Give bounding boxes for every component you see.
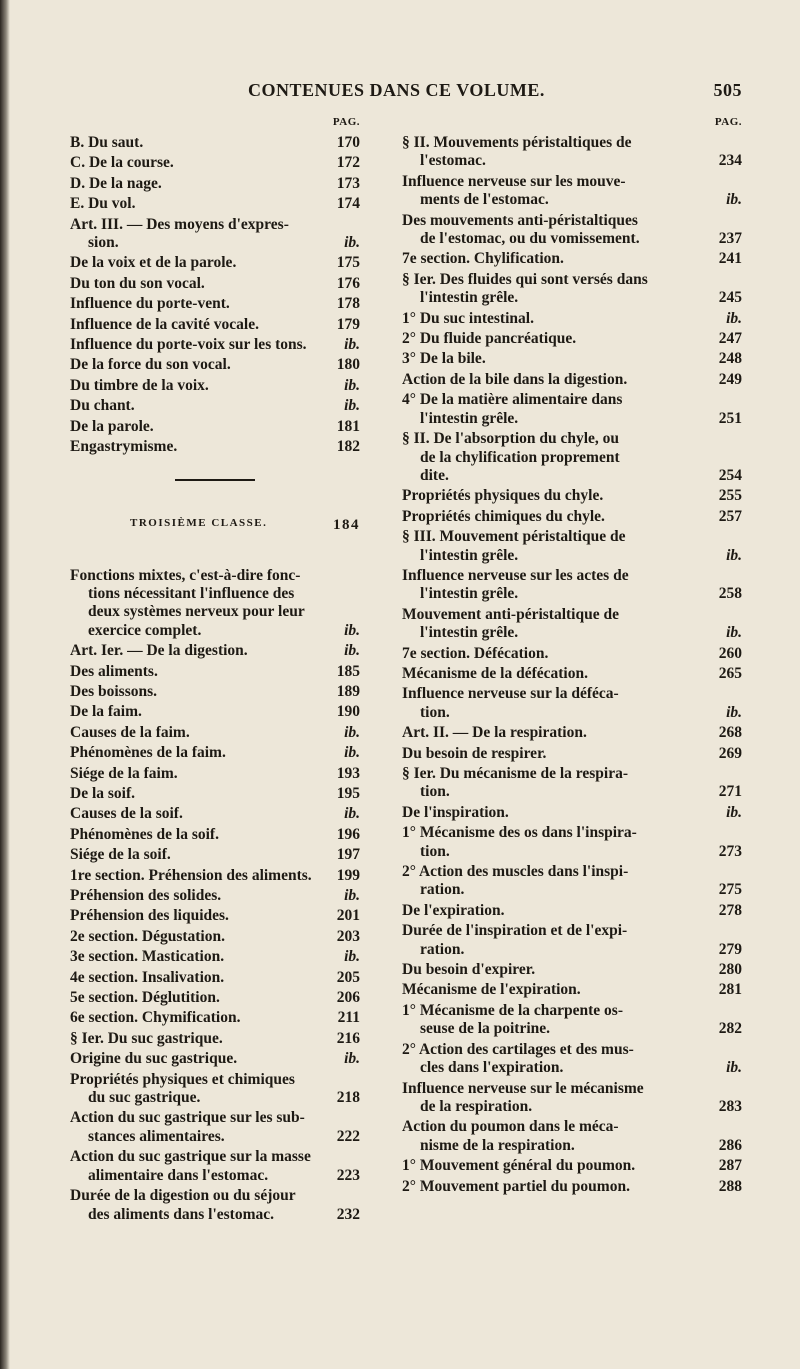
toc-entry (402, 863, 742, 900)
toc-entry-line: Fonctions mixtes, c'est-à-dire fonc- (70, 566, 301, 584)
toc-entry (402, 922, 742, 959)
header-title: CONTENUES DANS CE VOLUME. (248, 80, 545, 100)
toc-entry-line: Influence du porte-voix sur les tons. (70, 336, 307, 354)
toc-entry (402, 567, 742, 604)
toc-entry (402, 824, 742, 861)
toc-entry-page: 201 (336, 907, 360, 925)
toc-entry-line: Siége de la soif. (70, 846, 171, 864)
toc-entry-line: Propriétés physiques et chimiques (70, 1070, 295, 1088)
toc-entry (70, 805, 360, 823)
toc-entry-line: Des mouvements anti-péristaltiques (402, 211, 638, 229)
toc-entry (70, 765, 360, 783)
toc-entry-line: De la force du son vocal. (70, 356, 231, 374)
toc-entry (402, 371, 742, 389)
class-heading (70, 517, 360, 537)
toc-entry-line: Influence du porte-vent. (70, 295, 230, 313)
toc-entry (70, 154, 360, 172)
page-edge-shadow (0, 0, 10, 1369)
toc-entry-line: 1° Du suc intestinal. (402, 309, 534, 327)
toc-entry-line: § Ier. Du suc gastrique. (70, 1029, 223, 1047)
toc-entry (70, 275, 360, 293)
toc-entry-page: 216 (336, 1029, 360, 1047)
toc-entry-line: Causes de la soif. (70, 805, 183, 823)
toc-entry-page: 232 (336, 1205, 360, 1223)
toc-entry-line: Origine du suc gastrique. (70, 1050, 238, 1068)
toc-entry (70, 356, 360, 374)
toc-entry-line: Influence nerveuse sur les mouve- (402, 172, 626, 190)
toc-entry-line: 1re section. Préhension des aliments. (70, 866, 312, 884)
toc-entry-page: ib. (726, 624, 742, 642)
toc-entry (402, 765, 742, 802)
toc-entry-page: 282 (718, 1020, 742, 1038)
toc-entry-line: ration. (420, 940, 465, 958)
toc-entry-line: de la chylification proprement (420, 448, 620, 466)
toc-entry-page: 211 (337, 1009, 360, 1027)
toc-entry-line: 2° Mouvement partiel du poumon. (402, 1177, 630, 1195)
toc-entry (70, 336, 360, 354)
toc-entry (70, 1109, 360, 1146)
toc-entry-page: 170 (336, 134, 360, 151)
toc-entry-page: 178 (336, 295, 360, 313)
toc-entry-page: 257 (718, 507, 742, 525)
toc-entry-line: 3° De la bile. (402, 350, 486, 368)
toc-entry-page: 245 (718, 289, 742, 307)
toc-entry (402, 508, 742, 526)
toc-entry-line: des aliments dans l'estomac. (88, 1205, 274, 1223)
toc-entry-page: 175 (336, 254, 360, 272)
toc-entry-line: Des aliments. (70, 662, 158, 680)
toc-entry (402, 981, 742, 999)
toc-entry (402, 310, 742, 328)
toc-entry-line: seuse de la poitrine. (420, 1020, 551, 1038)
toc-entry-line: B. Du saut. (70, 134, 144, 151)
toc-entry-page: 199 (336, 866, 360, 884)
toc-entry (70, 867, 360, 885)
toc-entry-page: ib. (344, 805, 360, 823)
toc-entry-line: E. Du vol. (70, 195, 136, 213)
toc-entry-page: 281 (718, 981, 742, 999)
toc-entry-line: Préhension des solides. (70, 887, 222, 904)
toc-entry (402, 1080, 742, 1117)
toc-entry (402, 665, 742, 683)
toc-entry (402, 1118, 742, 1155)
toc-entry-line: tions nécessitant l'influence des (88, 584, 295, 602)
toc-entry (70, 377, 360, 395)
toc-entry-page: ib. (344, 887, 360, 904)
toc-entry (70, 887, 360, 905)
toc-entry-line: 2° Action des muscles dans l'inspi- (402, 863, 629, 881)
toc-entry-line: De la soif. (70, 784, 136, 802)
toc-entry-line: Du besoin de respirer. (402, 744, 547, 762)
toc-entry-page: ib. (344, 376, 360, 394)
toc-entry-page: ib. (344, 948, 360, 966)
toc-entry-page: 172 (336, 154, 360, 172)
toc-entry-page: 205 (336, 968, 360, 986)
toc-entry-line: Action du suc gastrique sur la masse (70, 1148, 311, 1166)
toc-entry-page: 196 (336, 825, 360, 843)
toc-entry-page: ib. (344, 1050, 360, 1068)
toc-entry (402, 1178, 742, 1196)
toc-entry-line: tion. (420, 842, 450, 860)
toc-entry (70, 316, 360, 334)
toc-list-left-1 (70, 134, 360, 457)
toc-entry-page: 269 (718, 744, 742, 762)
toc-entry (402, 487, 742, 505)
toc-entry-line: l'intestin grêle. (420, 546, 519, 564)
toc-entry-line: 6e section. Chymification. (70, 1009, 241, 1027)
toc-entry-line: l'intestin grêle. (420, 585, 519, 603)
right-column (402, 116, 742, 1198)
toc-entry-page: 176 (336, 274, 360, 292)
toc-entry-line: Propriétés chimiques du chyle. (402, 507, 605, 525)
toc-entry (402, 804, 742, 822)
toc-entry-line: 2° Du fluide pancréatique. (402, 330, 577, 348)
toc-entry-line: Phénomènes de la faim. (70, 744, 226, 762)
toc-entry-line: cles dans l'expiration. (420, 1059, 564, 1077)
toc-entry-line: du suc gastrique. (88, 1089, 201, 1107)
toc-entry-line: § III. Mouvement péristaltique de (402, 528, 626, 546)
toc-entry (70, 683, 360, 701)
toc-entry-line: l'intestin grêle. (420, 409, 519, 427)
toc-entry (70, 195, 360, 213)
toc-entry-page: 237 (718, 230, 742, 248)
toc-entry-line: Action de la bile dans la digestion. (402, 370, 628, 388)
toc-entry-line: § II. De l'absorption du chyle, ou (402, 430, 620, 448)
toc-entry-line: Durée de l'inspiration et de l'expi- (402, 922, 628, 940)
toc-entry-page: ib. (344, 234, 360, 252)
toc-entry-page: 179 (336, 315, 360, 333)
toc-entry-page: ib. (344, 723, 360, 741)
toc-entry (402, 685, 742, 722)
toc-entry (402, 430, 742, 485)
toc-entry-line: Propriétés physiques du chyle. (402, 487, 604, 505)
toc-list-left-2 (70, 567, 360, 1224)
toc-entry (402, 1157, 742, 1175)
toc-entry (70, 907, 360, 925)
toc-entry-line: Durée de la digestion ou du séjour (70, 1187, 296, 1205)
toc-entry-page: 193 (336, 764, 360, 782)
toc-entry-page: 180 (336, 356, 360, 374)
toc-entry-line: Influence nerveuse sur les actes de (402, 566, 629, 584)
toc-entry (402, 745, 742, 763)
toc-entry-page: 271 (718, 783, 742, 801)
toc-entry-page: 251 (718, 409, 742, 427)
toc-entry-line: Art. II. — De la respiration. (402, 724, 587, 742)
toc-entry (70, 785, 360, 803)
toc-entry-line: deux systèmes nerveux pour leur (88, 603, 305, 621)
toc-entry-line: 1° Mécanisme de la charpente os- (402, 1001, 624, 1019)
toc-entry-line: Mécanisme de la défécation. (402, 664, 588, 682)
toc-entry-line: Mécanisme de l'expiration. (402, 981, 581, 999)
toc-entry-page: ib. (726, 546, 742, 564)
toc-entry-page: 278 (718, 901, 742, 919)
toc-entry-page: 260 (718, 644, 742, 662)
toc-entry-line: sion. (88, 234, 119, 252)
toc-entry-line: Influence de la cavité vocale. (70, 315, 259, 333)
toc-entry-page: ib. (344, 642, 360, 660)
toc-entry-line: De la faim. (70, 703, 142, 721)
toc-entry-page: 286 (718, 1136, 742, 1154)
toc-entry (70, 1030, 360, 1048)
toc-entry-line: tion. (420, 783, 450, 801)
toc-entry-line: Du besoin d'expirer. (402, 961, 536, 979)
toc-entry-line: de l'estomac, ou du vomissement. (420, 230, 640, 248)
toc-entry-line: 7e section. Défécation. (402, 644, 549, 662)
toc-entry-page: 197 (336, 846, 360, 864)
toc-entry-page: 255 (718, 487, 742, 505)
toc-entry (70, 663, 360, 681)
toc-entry (402, 173, 742, 210)
toc-entry (402, 350, 742, 368)
toc-entry (70, 175, 360, 193)
toc-entry-page: ib. (344, 336, 360, 354)
toc-entry (402, 1041, 742, 1078)
toc-entry (70, 1050, 360, 1068)
toc-entry-page: ib. (726, 309, 742, 327)
toc-entry-line: Préhension des liquides. (70, 907, 229, 925)
toc-entry-line: Du ton du son vocal. (70, 274, 205, 292)
toc-entry-line: Siége de la faim. (70, 764, 178, 782)
left-column (70, 116, 360, 1226)
toc-entry-page: 258 (718, 585, 742, 603)
toc-entry (402, 134, 742, 171)
toc-entry-line: C. De la course. (70, 154, 174, 172)
toc-entry-page: 174 (336, 195, 360, 213)
toc-entry-line: Du chant. (70, 397, 135, 415)
toc-entry (402, 528, 742, 565)
toc-entry (70, 254, 360, 272)
toc-entry-page: 234 (718, 152, 742, 170)
toc-entry-page: 280 (718, 961, 742, 979)
toc-entry-page: 173 (336, 174, 360, 192)
toc-entry-page: 185 (336, 662, 360, 680)
toc-entry (402, 271, 742, 308)
toc-entry-page: ib. (726, 703, 742, 721)
toc-entry-line: 4° De la matière alimentaire dans (402, 391, 623, 409)
toc-entry (402, 961, 742, 979)
toc-entry (402, 645, 742, 663)
toc-entry-line: Action du poumon dans le méca- (402, 1118, 619, 1136)
toc-entry (70, 1071, 360, 1108)
toc-entry-line: Influence nerveuse sur le mécanisme (402, 1079, 644, 1097)
toc-entry-line: dite. (420, 466, 449, 484)
toc-entry-line: l'intestin grêle. (420, 624, 519, 642)
pag-label-left: PAG. (332, 116, 360, 128)
toc-entry (70, 418, 360, 436)
toc-entry-line: De l'expiration. (402, 901, 505, 919)
toc-entry-line: l'estomac. (420, 152, 486, 170)
toc-entry (402, 606, 742, 643)
toc-entry-line: Art. Ier. — De la digestion. (70, 642, 248, 660)
toc-entry-page: 189 (336, 682, 360, 700)
toc-entry (70, 216, 360, 253)
toc-entry-line: 7e section. Chylification. (402, 250, 564, 268)
toc-entry-line: De la parole. (70, 417, 154, 435)
toc-entry-page: 181 (336, 417, 360, 435)
toc-entry (70, 948, 360, 966)
toc-entry (70, 989, 360, 1007)
toc-entry-line: Influence nerveuse sur la déféca- (402, 685, 619, 703)
toc-entry (402, 250, 742, 268)
toc-entry (402, 330, 742, 348)
toc-entry-line: § II. Mouvements péristaltiques de (402, 134, 632, 151)
toc-entry-page: 223 (336, 1166, 360, 1184)
toc-entry-page: 265 (718, 664, 742, 682)
toc-entry (70, 969, 360, 987)
toc-entry-page: ib. (726, 1059, 742, 1077)
toc-entry (70, 642, 360, 660)
toc-entry (70, 134, 360, 152)
toc-entry-line: 3e section. Mastication. (70, 948, 225, 966)
toc-entry-page: 218 (336, 1089, 360, 1107)
toc-entry-page: 273 (718, 842, 742, 860)
toc-entry (402, 212, 742, 249)
toc-entry-line: De la voix et de la parole. (70, 254, 237, 272)
toc-entry-line: ration. (420, 881, 465, 899)
toc-entry-page: ib. (344, 621, 360, 639)
toc-entry-page: 241 (718, 250, 742, 268)
toc-entry-line: De l'inspiration. (402, 803, 509, 821)
toc-entry-line: de la respiration. (420, 1097, 533, 1115)
toc-entry (70, 1148, 360, 1185)
toc-entry (70, 724, 360, 742)
toc-entry-page: 288 (718, 1177, 742, 1195)
toc-entry-page: 275 (718, 881, 742, 899)
class-heading-page: 184 (333, 516, 360, 533)
toc-entry (70, 744, 360, 762)
header-page-number: 505 (713, 80, 742, 100)
toc-entry-line: Art. III. — Des moyens d'expres- (70, 215, 289, 233)
toc-entry-line: 4e section. Insalivation. (70, 968, 225, 986)
toc-entry (70, 846, 360, 864)
class-heading-text: TROISIÈME CLASSE. (130, 516, 268, 529)
toc-entry-line: ments de l'estomac. (420, 191, 549, 209)
toc-entry (70, 826, 360, 844)
toc-entry (402, 724, 742, 742)
toc-entry-page: 287 (718, 1157, 742, 1175)
toc-entry-line: stances alimentaires. (88, 1127, 225, 1145)
toc-entry-line: 2° Action des cartilages et des mus- (402, 1040, 634, 1058)
section-divider (175, 479, 255, 481)
toc-entry-page: 222 (336, 1127, 360, 1145)
toc-entry-page: 249 (718, 370, 742, 388)
toc-entry-line: nisme de la respiration. (420, 1136, 575, 1154)
toc-entry-page: 182 (336, 438, 360, 456)
toc-entry-line: 1° Mouvement général du poumon. (402, 1157, 636, 1175)
toc-entry-page: 190 (336, 703, 360, 721)
toc-entry (70, 397, 360, 415)
toc-entry-page: ib. (344, 397, 360, 415)
toc-entry-line: Phénomènes de la soif. (70, 825, 219, 843)
toc-entry (402, 391, 742, 428)
toc-entry-page: 206 (336, 989, 360, 1007)
toc-entry (70, 295, 360, 313)
toc-entry-line: exercice complet. (88, 621, 202, 639)
toc-entry (70, 567, 360, 641)
toc-entry-page: 248 (718, 350, 742, 368)
toc-entry (402, 1002, 742, 1039)
toc-entry-page: ib. (726, 191, 742, 209)
toc-entry (402, 902, 742, 920)
toc-entry-page: 203 (336, 927, 360, 945)
toc-entry-page: 254 (718, 466, 742, 484)
toc-entry-line: 1° Mécanisme des os dans l'inspira- (402, 824, 637, 842)
toc-entry-line: 5e section. Déglutition. (70, 989, 220, 1007)
toc-entry-line: alimentaire dans l'estomac. (88, 1166, 269, 1184)
toc-entry (70, 1187, 360, 1224)
toc-entry (70, 928, 360, 946)
toc-entry-line: Du timbre de la voix. (70, 376, 209, 394)
toc-entry-line: Engastrymisme. (70, 438, 178, 456)
toc-entry-line: Causes de la faim. (70, 723, 190, 741)
toc-entry (70, 438, 360, 456)
toc-list-right (402, 134, 742, 1196)
toc-entry-page: ib. (726, 803, 742, 821)
toc-entry (70, 1009, 360, 1027)
toc-entry-page: 195 (336, 784, 360, 802)
toc-entry-line: § Ier. Du mécanisme de la respira- (402, 765, 629, 782)
toc-entry-line: Action du suc gastrique sur les sub- (70, 1109, 305, 1127)
toc-entry-line: § Ier. Des fluides qui sont versés dans (402, 270, 648, 288)
toc-entry-page: 247 (718, 330, 742, 348)
toc-entry-page: 279 (718, 940, 742, 958)
toc-entry-page: ib. (344, 744, 360, 762)
toc-entry-page: 283 (718, 1097, 742, 1115)
toc-entry-line: Mouvement anti-péristaltique de (402, 605, 619, 623)
toc-entry-line: D. De la nage. (70, 174, 162, 192)
toc-entry (70, 703, 360, 721)
toc-entry-page: 268 (718, 724, 742, 742)
pag-label-right: PAG. (714, 116, 742, 128)
toc-entry-line: Des boissons. (70, 682, 157, 700)
toc-entry-line: 2e section. Dégustation. (70, 927, 225, 945)
toc-entry-line: l'intestin grêle. (420, 289, 519, 307)
toc-entry-line: tion. (420, 703, 450, 721)
